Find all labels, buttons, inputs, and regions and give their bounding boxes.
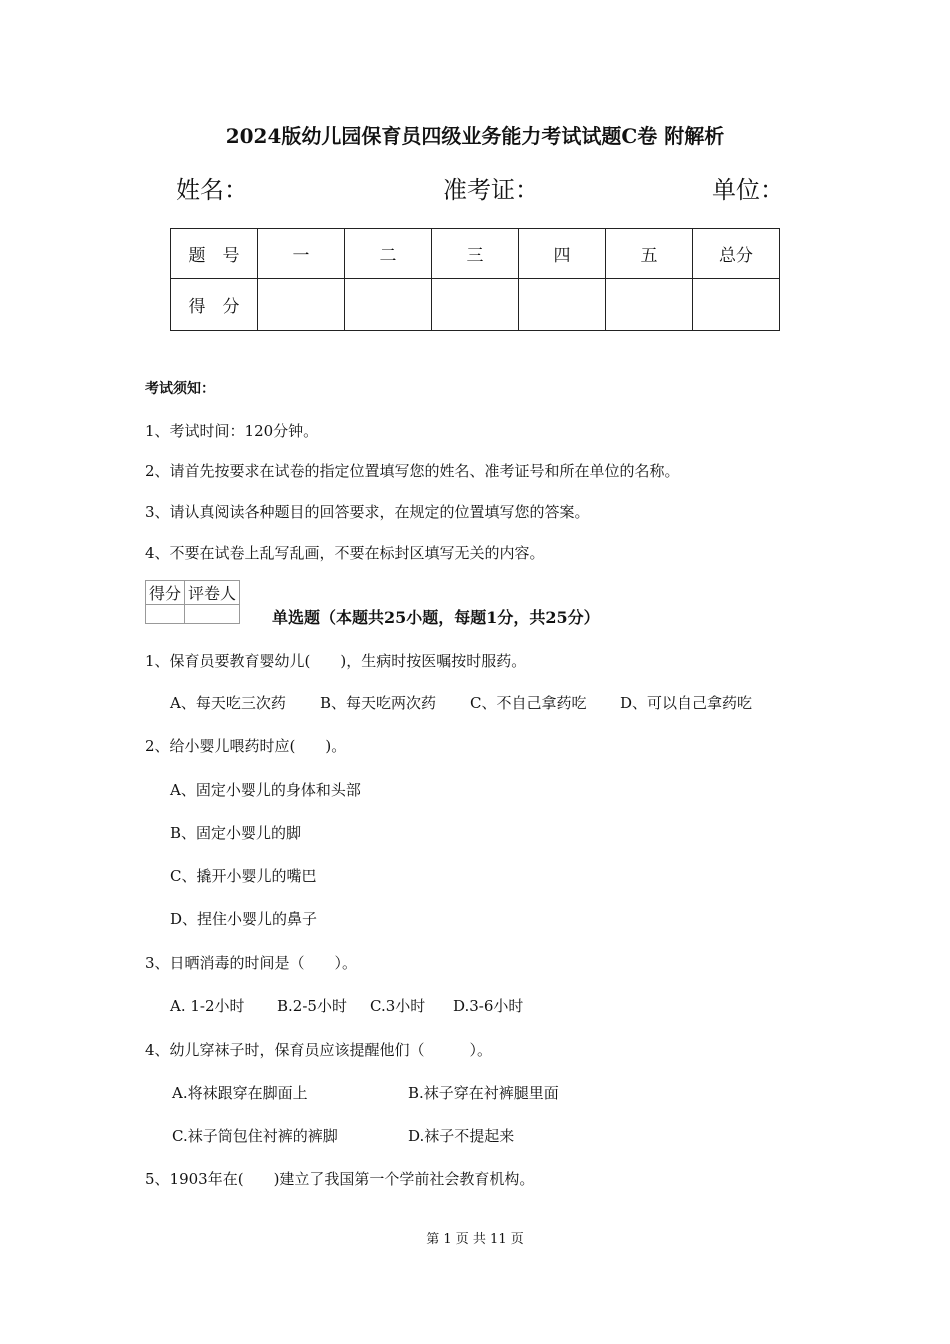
question-option: D、捏住小婴儿的鼻子: [170, 910, 318, 928]
question-option: A.将袜跟穿在脚面上: [172, 1084, 308, 1102]
question-option: C.3小时: [370, 997, 426, 1015]
notice-item: 4、不要在试卷上乱写乱画，不要在标封区填写无关的内容。: [145, 544, 545, 562]
question-option: B.袜子穿在衬裤腿里面: [408, 1084, 559, 1102]
name-label: 姓名：: [176, 176, 248, 204]
score-cell-blank: [258, 279, 345, 331]
question-option: A、固定小婴儿的身体和头部: [170, 781, 361, 799]
question-option: C.袜子筒包住衬裤的裤脚: [172, 1127, 338, 1145]
score-table: [170, 228, 780, 331]
score-table-cell: 题 号: [171, 229, 258, 279]
page-footer: 第 1 页 共 11 页: [426, 1232, 524, 1247]
question-option: D.3-6小时: [453, 997, 524, 1015]
score-row-label: 得 分: [171, 279, 258, 331]
score-cell-blank: [519, 279, 606, 331]
document-title: 2024版幼儿园保育员四级业务能力考试试题C卷 附解析: [225, 124, 725, 148]
score-table-cell: 五: [606, 229, 693, 279]
score-table-cell: 总分: [693, 229, 780, 279]
question-stem: 2、给小婴儿喂药时应( )。: [145, 737, 347, 755]
notice-item: 1、考试时间：120分钟。: [145, 422, 319, 440]
question-option: B、每天吃两次药: [320, 694, 437, 712]
question-stem: 5、1903年在( )建立了我国第一个学前社会教育机构。: [145, 1170, 535, 1188]
question-option: A、每天吃三次药: [170, 694, 286, 712]
score-table-header-row: [171, 229, 780, 279]
question-option: D、可以自己拿药吃: [620, 694, 753, 712]
question-stem: 1、保育员要教育婴幼儿( )，生病时按医嘱按时服药。: [145, 652, 527, 670]
section-title: 单选题（本题共25小题，每题1分，共25分）: [272, 608, 600, 627]
grader-name-blank: [185, 605, 240, 624]
score-table-score-row: [171, 279, 780, 331]
score-cell-blank: [432, 279, 519, 331]
question-stem: 3、日晒消毒的时间是（ ）。: [145, 954, 358, 972]
grader-box: [145, 580, 240, 624]
question-option: B、固定小婴儿的脚: [170, 824, 302, 842]
question-stem: 4、幼儿穿袜子时，保育员应该提醒他们（ ）。: [145, 1041, 493, 1059]
notice-item: 3、请认真阅读各种题目的回答要求，在规定的位置填写您的答案。: [145, 503, 590, 521]
score-cell-blank: [345, 279, 432, 331]
question-option: C、不自己拿药吃: [470, 694, 587, 712]
notice-item: 2、请首先按要求在试卷的指定位置填写您的姓名、准考证号和所在单位的名称。: [145, 462, 680, 480]
grader-score-blank: [146, 605, 185, 624]
score-table-cell: 三: [432, 229, 519, 279]
unit-label: 单位：: [712, 176, 784, 204]
score-table-cell: 一: [258, 229, 345, 279]
question-option: D.袜子不提起来: [408, 1127, 515, 1145]
exam-number-label: 准考证：: [443, 176, 539, 204]
score-cell-blank: [693, 279, 780, 331]
score-cell-blank: [606, 279, 693, 331]
question-option: A. 1-2小时: [170, 997, 245, 1015]
question-option: C、撬开小婴儿的嘴巴: [170, 867, 317, 885]
grader-score-label: 得分: [146, 581, 185, 605]
grader-name-label: 评卷人: [185, 581, 240, 605]
notice-heading: 考试须知：: [145, 381, 215, 397]
score-table-cell: 四: [519, 229, 606, 279]
question-option: B.2-5小时: [277, 997, 347, 1015]
score-table-cell: 二: [345, 229, 432, 279]
